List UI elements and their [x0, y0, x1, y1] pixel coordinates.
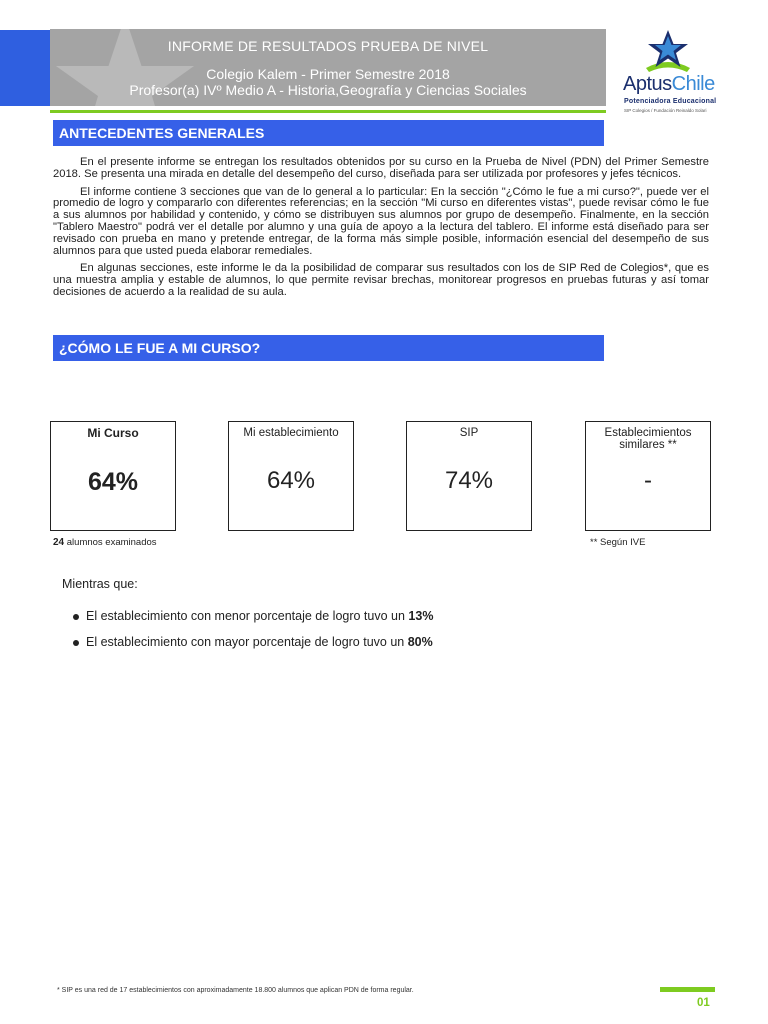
header-divider [50, 110, 606, 113]
card-value: 74% [444, 467, 494, 494]
section-antecedentes: ANTECEDENTES GENERALES [53, 120, 604, 146]
bullet-icon [73, 640, 79, 646]
page-number: 01 [697, 997, 710, 1009]
card-label: SIP [459, 427, 479, 439]
report-title: INFORME DE RESULTADOS PRUEBA DE NIVEL [167, 38, 489, 54]
intro-paragraph-3: En algunas secciones, este informe le da la posibilidad de comparar sus resultados con los de SIP Red de Colegios*, que es una muestra amplia y estable de alumnos, lo que permite revisar brechas, monitorear progresos en pruebas futuras y así tomar decisiones de acuerdo a la realidad de su aula. [53, 262, 709, 298]
ive-note: ** Según IVE [590, 537, 646, 548]
card-mi-curso [50, 421, 176, 531]
intro-text [53, 157, 709, 305]
comparison-list [72, 609, 433, 661]
list-item: El establecimiento con menor porcentaje de logro tuvo un 13% [72, 609, 433, 623]
star-logo-icon [640, 30, 696, 74]
sip-footnote: * SIP es una red de 17 establecimientos con aproximadamente 18.800 alumnos que aplican PDN de forma regular. [57, 987, 414, 994]
bullet-icon [73, 614, 79, 620]
mientras-heading: Mientras que: [62, 577, 138, 591]
students-examined-note: 24 alumnos examinados [53, 537, 157, 548]
card-value: 64% [266, 467, 316, 494]
intro-paragraph-1: En el presente informe se entregan los resultados obtenidos por su curso en la Prueba de Nivel (PDN) del Primer Semestre 2018. Se presenta una mirada en detalle del desempeño del curso, diseñada para ser utilizada por profesores y jefes técnicos. [53, 156, 709, 180]
logo-subtagline: SIP Colegios / Fundación Reinaldo Solari [624, 108, 707, 113]
aptus-logo [620, 30, 716, 116]
card-sip [406, 421, 532, 531]
page-number-bar [660, 987, 715, 992]
card-label: Establecimientos similares ** [604, 427, 692, 451]
logo-wordmark: AptusChile [623, 73, 715, 95]
card-value: 64% [87, 468, 139, 496]
section-como-le-fue: ¿CÓMO LE FUE A MI CURSO? [53, 335, 604, 361]
card-value: - [644, 467, 652, 494]
card-label: Mi establecimiento [243, 427, 339, 439]
card-label: Mi Curso [87, 426, 139, 440]
card-establecimientos-similares [585, 421, 711, 531]
list-item: El establecimiento con mayor porcentaje de logro tuvo un 80% [72, 635, 433, 649]
report-teacher: Profesor(a) IVº Medio A - Historia,Geografía y Ciencias Sociales [129, 82, 527, 98]
header-blue-strip [0, 30, 50, 106]
logo-tagline: Potenciadora Educacional [624, 98, 717, 105]
report-school: Colegio Kalem - Primer Semestre 2018 [206, 66, 450, 82]
intro-paragraph-2: El informe contiene 3 secciones que van de lo general a lo particular: En la sección "¿Cómo le fue a mi curso?", puede ver el promedio de logro y compararlo con diferentes referencias; en la sección "Mi curso en diferentes vistas", puede revisar cómo le fue a sus alumnos por habilidad y contenido, y cómo se distribuyen sus alumnos por grupo de desempeño. Finalmente, en la sección "Tablero Maestro" podrá ver el detalle por alumno y una guía de apoyo a la lectura del tablero. El informe está diseñado para ser revisado con prueba en mano y pretende entregar, de la forma más simple posible, información esencial del desempeño de sus alumnos para que usted pueda elaborar remediales. [53, 185, 709, 257]
card-mi-establecimiento [228, 421, 354, 531]
